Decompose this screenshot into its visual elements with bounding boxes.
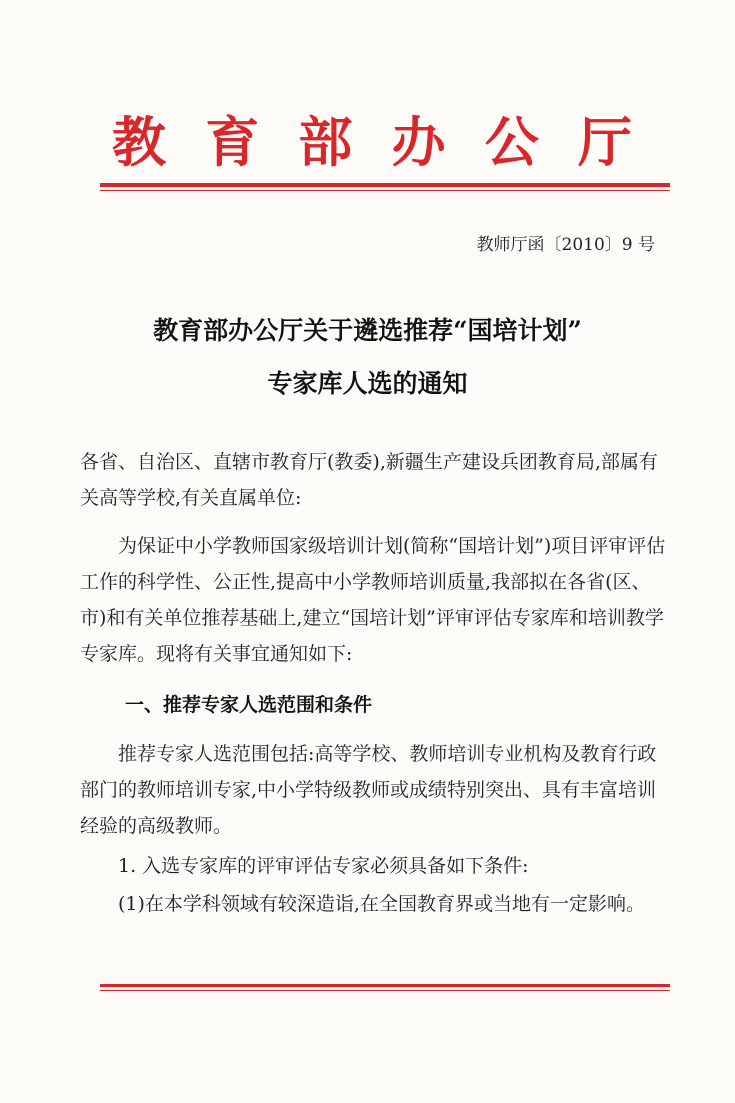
header-char: 办 bbox=[391, 110, 446, 174]
scope-paragraph: 推荐专家人选范围包括:高等学校、教师培训专业机构及教育行政部门的教师培训专家,中小学特级教师或成绩特别突出、具有丰富培训经验的高级教师。 bbox=[80, 743, 657, 837]
document-title-line1: 教育部办公厅关于遴选推荐“国培计划” bbox=[153, 316, 582, 345]
header-char: 公 bbox=[484, 110, 539, 174]
section-heading: 一、推荐专家人选范围和条件 bbox=[125, 694, 373, 716]
condition-subitem: (1)在本学科领域有较深造诣,在全国教育界或当地有一定影响。 bbox=[118, 893, 645, 915]
header-rule-thick bbox=[100, 183, 670, 187]
condition-item: 1. 入选专家库的评审评估专家必须具备如下条件: bbox=[118, 855, 529, 877]
header-rule-thin bbox=[100, 190, 670, 191]
intro-paragraph: 为保证中小学教师国家级培训计划(简称“国培计划”)项目评审评估工作的科学性、公正性,提高中小学教师培训质量,我部拟在各省(区、市)和有关单位推荐基础上,建立“国培计划”评审评估专家库和培训教学专家库。现将有关事宜通知如下: bbox=[80, 535, 666, 665]
footer-rule-thick bbox=[100, 984, 670, 987]
header-char: 育 bbox=[205, 110, 260, 174]
salutation: 各省、自治区、直辖市教育厅(教委),新疆生产建设兵团教育局,部属有关高等学校,有关直属单位: bbox=[80, 451, 658, 509]
document-title-line2: 专家库人选的通知 bbox=[267, 369, 468, 398]
header-char: 教 bbox=[112, 110, 166, 174]
header-char: 部 bbox=[298, 110, 353, 174]
footer-rule-thin bbox=[100, 990, 670, 991]
header-char: 厅 bbox=[577, 110, 632, 174]
issuing-office-header bbox=[112, 110, 632, 174]
document-number: 教师厅函〔2010〕9 号 bbox=[476, 235, 655, 255]
